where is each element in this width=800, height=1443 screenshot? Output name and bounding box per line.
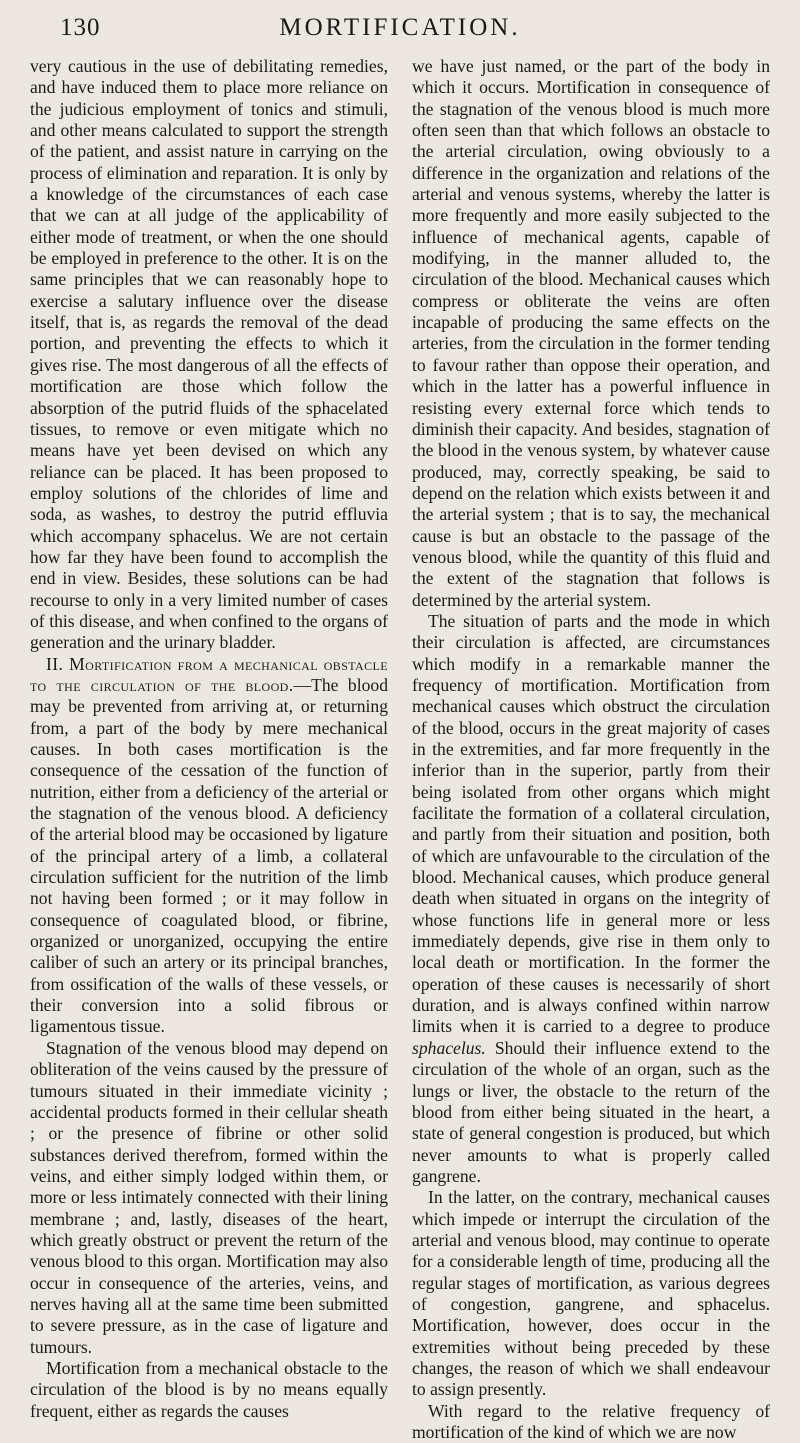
paragraph: Mortification from a mechanical obstacle to the circulation of the blood is by no means equally frequent, either as regards the causes — [30, 1357, 388, 1421]
paragraph-text: Should their influence extend to the circulation of the whole of an organ, such as the lungs or liver, the obstacle to the return of the blood from either being situated in the heart, a state of general congestion is produced, but which never amounts to what is properly called gangrene. — [412, 1037, 770, 1186]
page-number: 130 — [60, 14, 101, 41]
paragraph — [30, 654, 388, 1038]
paragraph-text: The situation of parts and the mode in which their circulation is affected, are circumstances which modify in a remarkable manner the frequency of mortification. Mortification from mechanical causes which obstruct the circulation of the blood, occurs in the great majority of cases in the extremities, and far more frequently in the inferior than in the superior, partly from their being isolated from other organs which might facilitate the formation of a collateral circulation, and partly from their situation and position, both of which are unfavourable to the circulation of the blood. Mechanical causes, which produce general death when situated in organs on the integrity of whose functions life in general more or less immediately depends, give rise in them only to local death or mortification. In the former the operation of these causes is necessarily of short duration, and is always confined within narrow limits when it is carried to a degree to produce — [412, 610, 770, 1037]
paragraph: In the latter, on the contrary, mechanical causes which impede or interrupt the circulation of the arterial and venous blood, may continue to operate for a considerable length of time, producing all the regular stages of mortification, as various degrees of congestion, gangrene, and sphacelus. Mortification, however, does occur in the extremities without being preceded by these changes, the reason of which we shall endeavour to assign presently. — [412, 1187, 770, 1400]
paragraph: we have just named, or the part of the body in which it occurs. Mortification in consequence of the stagnation of the venous blood is much more often seen than that which follows an obstacle to the arterial circulation, owing obviously to a difference in the organization and relations of the arterial and venous systems, whereby the latter is more frequently and more easily subjected to the influence of mechanical agents, capable of modifying, in the manner alluded to, the circulation of the blood. Mechanical causes which compress or obliterate the veins are often incapable of producing the same effects on the arteries, from the circulation in the former tending to favour rather than oppose their operation, and which in the latter has a powerful influence in resisting every external force which tends to diminish their capacity. And besides, stagnation of the blood in the venous system, by whatever cause produced, may, correctly speaking, be said to depend on the relation which exists between it and the arterial system ; that is to say, the mechanical cause is but an obstacle to the passage of the venous blood, while the quantity of this fluid and the extent of the stagnation that follows is determined by the arterial system. — [412, 56, 770, 610]
paragraph: very cautious in the use of debilitating remedies, and have induced them to place more reliance on the judicious employment of tonics and stimuli, and other means calculated to support the strength of the patient, and assist nature in carrying on the process of elimination and reparation. It is only by a knowledge of the circumstances of each case that we can at all judge of the applicability of either mode of treatment, or when the one should be employed in preference to the other. It is on the same principles that we can reasonably hope to exercise a salutary influence over the disease itself, that is, as regards the removal of the dead portion, and preventing the effects to which it gives rise. The most dangerous of all the effects of mortification are those which follow the absorption of the putrid fluids of the sphacelated tissues, to remove or even mitigate which no means have yet been devised on which any reliance can be placed. It has been proposed to employ solutions of the chlorides of lime and soda, as washes, to destroy the putrid effluvia which accompany sphacelus. We are not certain how far they have been found to accomplish the end in view. Besides, these solutions can be had recourse to only in a very limited number of cases of this disease, and when confined to the organs of generation and the urinary bladder. — [30, 56, 388, 653]
paragraph — [412, 611, 770, 1187]
text-columns — [30, 56, 770, 1443]
left-column — [30, 56, 388, 1443]
right-column — [412, 56, 770, 1443]
running-head: MORTIFICATION. — [279, 14, 521, 41]
paragraph: Stagnation of the venous blood may depend on obliteration of the veins caused by the pressure of tumours situated in their immediate vicinity ; accidental products formed in their cellular sheath ; or the presence of fibrine or other solid substances derived therefrom, formed within the veins, and either simply lodged within them, or more or less intimately connected with their lining membrane ; and, lastly, diseases of the heart, which greatly obstruct or prevent the return of the venous blood to this organ. Mortification may also occur in consequence of the arteries, veins, and nerves having all at the same time been submitted to severe pressure, as in the case of ligature and tumours. — [30, 1037, 388, 1357]
section-heading: II. Mortification from a mechanical obstacle to the circulation of the blood. — [30, 653, 388, 695]
paragraph: With regard to the relative frequency of mortification of the kind of which we are now — [412, 1400, 770, 1442]
page-header — [30, 0, 770, 56]
italic-term: sphacelus. — [412, 1037, 486, 1058]
paragraph-text: —The blood may be prevented from arriving at, or returning from, a part of the body by mere mechanical causes. In both cases mortification is the consequence of the cessation of the function of nutrition, either from a deficiency of the arterial or the stagnation of the venous blood. A deficiency of the arterial blood may be occasioned by ligature of the principal artery of a limb, a collateral circulation sufficient for the nutrition of the limb not having been formed ; or it may follow in consequence of coagulated blood, or fibrine, organized or unorganized, occupying the entire caliber of such an artery or its principal branches, from ossification of the walls of these vessels, or their conversion into a solid fibrous or ligamentous tissue. — [30, 674, 388, 1037]
